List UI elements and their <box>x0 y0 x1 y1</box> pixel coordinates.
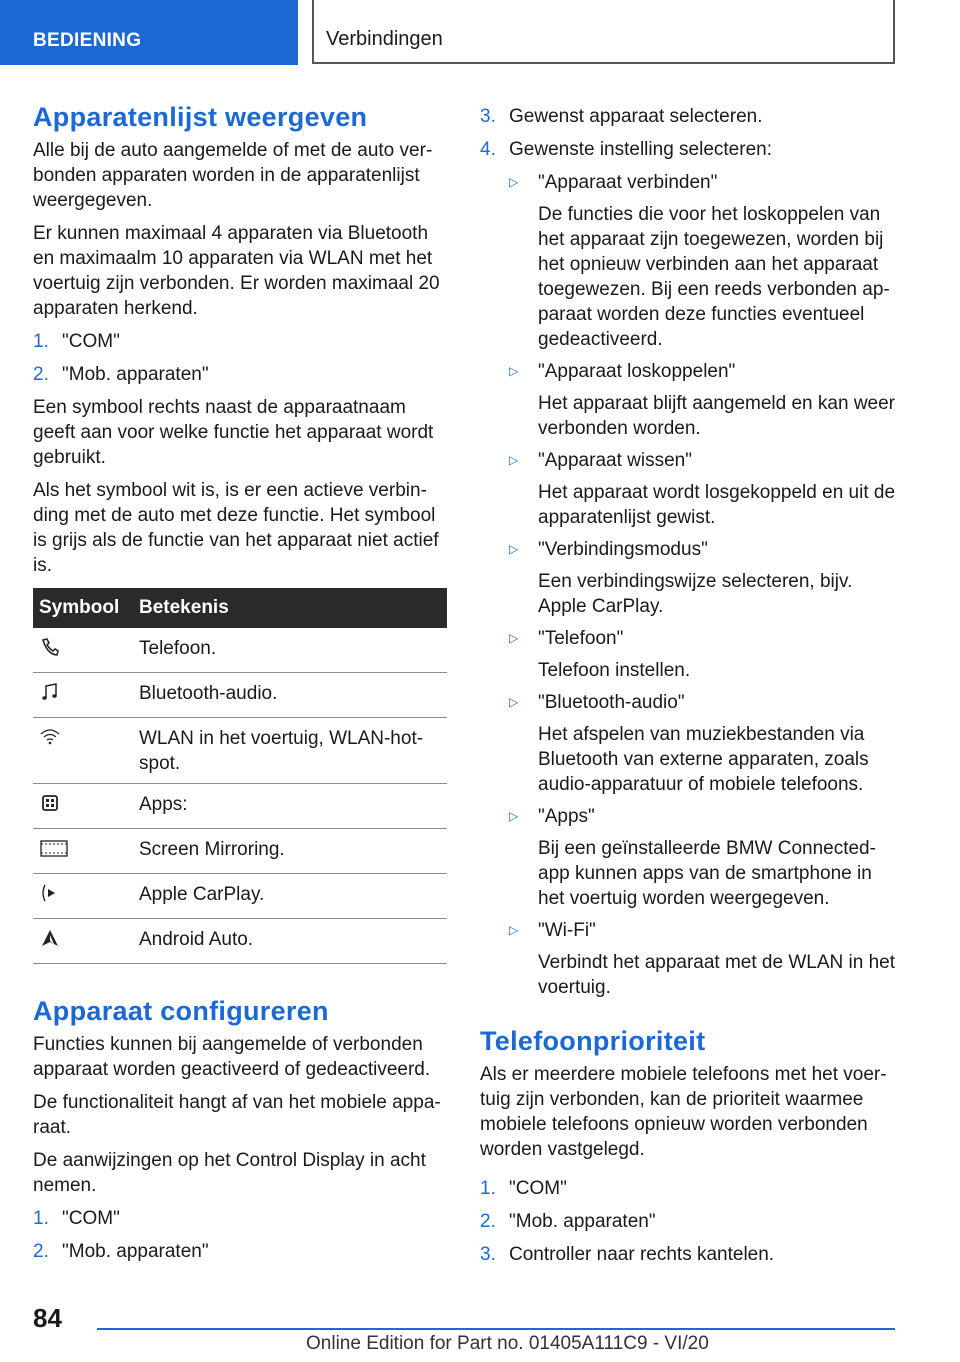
paragraph: Een symbool rechts naast de apparaatnaam geeft aan voor welke functie het apparaat wordt gebruikt. <box>33 397 434 468</box>
left-column <box>33 100 447 1272</box>
option-item: ▷ "Apparaat wissen" Het apparaat wordt losgekoppeld en uit de apparatenlijst gewist. <box>509 450 896 528</box>
table-cell: Android Auto. <box>131 919 447 964</box>
table-header-row <box>33 588 447 628</box>
table-row <box>33 874 447 919</box>
section-tab <box>0 0 298 65</box>
topic-header <box>312 0 895 64</box>
option-item: ▷ "Bluetooth-audio" Het afspelen van muziekbestanden via Bluetooth van externe apparaten, zoals audio-apparatuur of mobiele telefoons. <box>509 692 869 795</box>
footer-divider <box>97 1328 895 1330</box>
triangle-bullet-icon: ▷ <box>509 542 519 556</box>
triangle-bullet-icon: ▷ <box>509 453 519 467</box>
numbered-list <box>33 329 447 387</box>
carplay-icon <box>39 882 61 904</box>
list-item: 1. "COM" <box>33 1208 120 1229</box>
option-item: ▷ "Apparaat verbinden" De functies die voor het loskoppelen van het apparaat zijn toegewezen, worden bij het opnieuw verbinden aan het apparaat toegewezen. Bij een reeds verbonden apparaat worden deze functies eventueel gedeactiveerd. <box>509 172 890 350</box>
table-cell: Screen Mirroring. <box>131 829 447 874</box>
triangle-bullet-icon: ▷ <box>509 175 519 189</box>
triangle-bullet-icon: ▷ <box>509 695 519 709</box>
table-cell: Telefoon. <box>131 628 447 673</box>
list-item: 1. "COM" <box>480 1178 567 1199</box>
table-row <box>33 919 447 964</box>
paragraph: De functionaliteit hangt af van het mobiele apparaat. <box>33 1092 441 1138</box>
paragraph: Er kunnen maximaal 4 apparaten via Bluetooth en maximaalm 10 apparaten via WLAN met het voertuig zijn verbonden. Er worden maximaal 20 apparaten herkend. <box>33 223 440 319</box>
symbol-table <box>33 588 447 964</box>
option-item: ▷ "Telefoon" Telefoon instellen. <box>509 628 691 681</box>
table-cell: Apps: <box>131 784 447 829</box>
numbered-list <box>480 104 898 162</box>
table-row <box>33 829 447 874</box>
numbered-list <box>480 1176 898 1267</box>
triangle-bullet-icon: ▷ <box>509 809 519 823</box>
option-item: ▷ "Apps" Bij een geïnstalleerde BMW Connected-app kunnen apps van de smartphone in het voertuig worden weergegeven. <box>509 806 876 909</box>
apps-icon <box>39 792 61 814</box>
screen-mirroring-icon <box>39 837 69 859</box>
right-column <box>480 104 898 1275</box>
table-row <box>33 673 447 718</box>
list-item: 2. "Mob. apparaten" <box>33 1241 209 1262</box>
list-item: 4. Gewenste instelling selecteren: <box>480 139 772 160</box>
table-row <box>33 784 447 829</box>
triangle-bullet-icon: ▷ <box>509 923 519 937</box>
edition-note: Online Edition for Part no. 01405A111C9 - VI/20 <box>306 1333 709 1354</box>
paragraph: Alle bij de auto aangemelde of met de auto verbonden apparaten worden in de apparatenlijst weergegeven. <box>33 140 433 211</box>
table-cell: WLAN in het voertuig, WLAN-hotspot. <box>131 718 447 784</box>
list-item: 2. "Mob. apparaten" <box>33 364 209 385</box>
column-header-meaning: Betekenis <box>131 588 447 628</box>
list-item: 3. Controller naar rechts kantelen. <box>480 1244 775 1265</box>
triangle-bullet-icon: ▷ <box>509 364 519 378</box>
table-cell: Bluetooth-audio. <box>131 673 447 718</box>
section-label: BEDIENING <box>33 30 142 51</box>
table-row <box>33 628 447 673</box>
heading-configure-device: Apparaat configureren <box>33 996 329 1026</box>
wifi-icon <box>39 726 61 748</box>
triangle-bullet-icon: ▷ <box>509 631 519 645</box>
page-number: 84 <box>33 1303 62 1333</box>
heading-device-list: Apparatenlijst weergeven <box>33 102 368 132</box>
paragraph: Als het symbool wit is, is er een actieve verbinding met de auto met deze functie. Het symbool is grijs als de functie van het apparaat niet actief is. <box>33 480 439 576</box>
paragraph: Als er meerdere mobiele telefoons met het voertuig zijn verbonden, kan de prioriteit waarmee mobiele telefoons opnieuw worden verbonden worden vastgelegd. <box>480 1064 887 1160</box>
list-item: 3. Gewenst apparaat selecteren. <box>480 106 763 127</box>
option-item: ▷ "Apparaat loskoppelen" Het apparaat blijft aangemeld en kan weer verbonden worden. <box>509 361 896 439</box>
paragraph: Functies kunnen bij aangemelde of verbonden apparaat worden geactiveerd of gedeactiveerd. <box>33 1034 431 1080</box>
table-cell: Apple CarPlay. <box>131 874 447 919</box>
list-item: 2. "Mob. apparaten" <box>480 1211 656 1232</box>
heading-phone-priority: Telefoonprioriteit <box>480 1026 706 1056</box>
option-item: ▷ "Verbindingsmodus" Een verbindingswijze selecteren, bijv. Apple CarPlay. <box>509 539 853 617</box>
phone-icon <box>39 636 61 658</box>
topic-label: Verbindingen <box>326 28 443 50</box>
table-row <box>33 718 447 784</box>
paragraph: De aanwijzingen op het Control Display in acht nemen. <box>33 1150 426 1196</box>
list-item: 1. "COM" <box>33 331 120 352</box>
option-item: ▷ "Wi-Fi" Verbindt het apparaat met de WLAN in het voertuig. <box>509 920 895 998</box>
music-note-icon <box>39 681 61 703</box>
numbered-list <box>33 1206 447 1264</box>
column-header-symbol: Symbool <box>33 588 131 628</box>
android-auto-icon <box>39 927 61 949</box>
options-list <box>509 170 898 1000</box>
